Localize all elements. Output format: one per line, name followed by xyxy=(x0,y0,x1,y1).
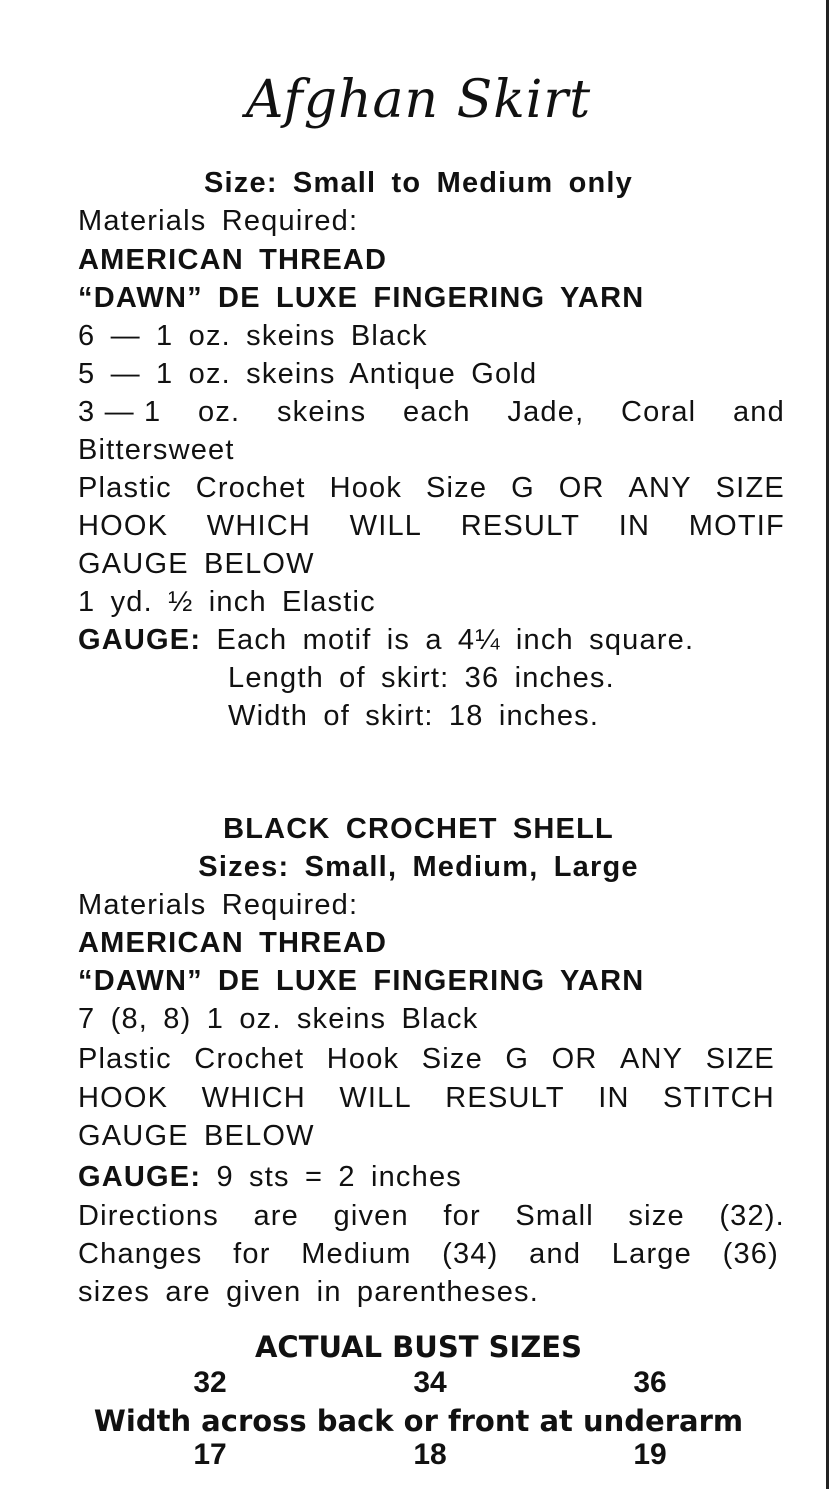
width-values-row xyxy=(150,1438,710,1472)
word: Crochet xyxy=(195,472,306,504)
width-label: Width across back or front at underarm xyxy=(93,1404,744,1438)
word: Medium xyxy=(301,1238,412,1270)
width-value: 18 xyxy=(413,1438,447,1471)
shell-skeins: 7 (8, 8) 1 oz. skeins Black xyxy=(78,1003,479,1035)
word: IN xyxy=(618,510,651,542)
skirt-hook-line-3: GAUGE BELOW xyxy=(78,548,315,580)
word: Size xyxy=(425,472,488,504)
word: for xyxy=(233,1238,271,1270)
word: Small xyxy=(515,1200,594,1232)
word: Coral xyxy=(621,396,697,428)
word: SIZE xyxy=(715,472,785,504)
word: RESULT xyxy=(445,1082,565,1114)
word: STITCH xyxy=(663,1082,775,1114)
skirt-gauge-text: Each motif is a 4¼ inch square. xyxy=(216,624,695,656)
word: WILL xyxy=(339,1082,412,1114)
skirt-hook-line-1 xyxy=(78,469,785,507)
word: IN xyxy=(598,1082,630,1114)
skirt-gauge-label: GAUGE: xyxy=(78,624,202,656)
width-value: 17 xyxy=(193,1438,227,1471)
shell-gauge xyxy=(78,1158,785,1196)
bust-size-value: 32 xyxy=(193,1366,227,1399)
word: are xyxy=(253,1200,299,1232)
shell-yarn: “DAWN” DE LUXE FINGERING YARN xyxy=(78,965,645,997)
word: G xyxy=(505,1043,530,1075)
word: ANY xyxy=(628,472,692,504)
word: (34) xyxy=(442,1238,499,1270)
shell-gauge-text: 9 sts = 2 inches xyxy=(216,1161,462,1193)
width-value: 19 xyxy=(633,1438,667,1471)
word: MOTIF xyxy=(688,510,785,542)
word: HOOK xyxy=(78,1082,169,1114)
skirt-width: Width of skirt: 18 inches. xyxy=(228,700,600,732)
shell-materials-label: Materials Required: xyxy=(78,889,359,921)
word: 3 — 1 xyxy=(78,396,162,428)
bust-sizes-row xyxy=(150,1366,710,1400)
bust-sizes-title: ACTUAL BUST SIZES xyxy=(254,1330,582,1364)
word: size xyxy=(628,1200,685,1232)
word: WHICH xyxy=(201,1082,306,1114)
word: Large xyxy=(611,1238,692,1270)
shell-sizes: Sizes: Small, Medium, Large xyxy=(198,851,639,883)
word: given xyxy=(333,1200,409,1232)
shell-directions-line-2 xyxy=(78,1235,779,1273)
bust-size-value: 36 xyxy=(633,1366,667,1399)
skirt-line-gold: 5 — 1 oz. skeins Antique Gold xyxy=(78,358,538,390)
word: WHICH xyxy=(206,510,312,542)
word: Hook xyxy=(329,472,403,504)
word: for xyxy=(443,1200,481,1232)
shell-hook-line-3: GAUGE BELOW xyxy=(78,1120,315,1152)
skirt-hook-line-2 xyxy=(78,507,785,545)
word: Plastic xyxy=(78,472,172,504)
word: Directions xyxy=(78,1200,219,1232)
shell-directions-line-1 xyxy=(78,1197,785,1235)
shell-hook-line-2 xyxy=(78,1079,775,1117)
word: each xyxy=(403,396,471,428)
word: Size xyxy=(421,1043,483,1075)
word: SIZE xyxy=(705,1043,775,1075)
word: RESULT xyxy=(460,510,581,542)
shell-directions-line-3: sizes are given in parentheses. xyxy=(78,1276,539,1308)
word: Jade, xyxy=(507,396,585,428)
word: G xyxy=(511,472,535,504)
shell-brand: AMERICAN THREAD xyxy=(78,927,388,959)
word: Plastic xyxy=(78,1043,172,1075)
word: Crochet xyxy=(194,1043,305,1075)
word: (36) xyxy=(722,1238,779,1270)
word: and xyxy=(732,396,785,428)
shell-title: BLACK CROCHET SHELL xyxy=(223,813,614,845)
skirt-line-black: 6 — 1 oz. skeins Black xyxy=(78,320,428,352)
word: oz. xyxy=(198,396,241,428)
skirt-title: Afghan Skirt xyxy=(245,70,592,130)
skirt-size: Size: Small to Medium only xyxy=(203,167,634,199)
word: WILL xyxy=(349,510,423,542)
word: and xyxy=(529,1238,582,1270)
skirt-elastic: 1 yd. ½ inch Elastic xyxy=(78,586,376,618)
word: (32). xyxy=(719,1200,785,1232)
skirt-line-bittersweet: Bittersweet xyxy=(78,434,235,466)
page-edge-line xyxy=(826,0,829,1489)
skirt-gauge xyxy=(78,621,785,659)
word: OR xyxy=(558,472,605,504)
skirt-brand: AMERICAN THREAD xyxy=(78,244,388,276)
skirt-line-each xyxy=(78,393,785,431)
shell-hook-line-1 xyxy=(78,1040,775,1078)
skirt-length: Length of skirt: 36 inches. xyxy=(228,662,615,694)
shell-gauge-label: GAUGE: xyxy=(78,1161,202,1193)
bust-size-value: 34 xyxy=(413,1366,447,1399)
word: Changes xyxy=(78,1238,203,1270)
word: Hook xyxy=(326,1043,400,1075)
word: skeins xyxy=(276,396,367,428)
skirt-materials-label: Materials Required: xyxy=(78,205,359,237)
word: OR xyxy=(551,1043,598,1075)
word: ANY xyxy=(619,1043,684,1075)
word: HOOK xyxy=(78,510,169,542)
skirt-yarn: “DAWN” DE LUXE FINGERING YARN xyxy=(78,282,645,314)
